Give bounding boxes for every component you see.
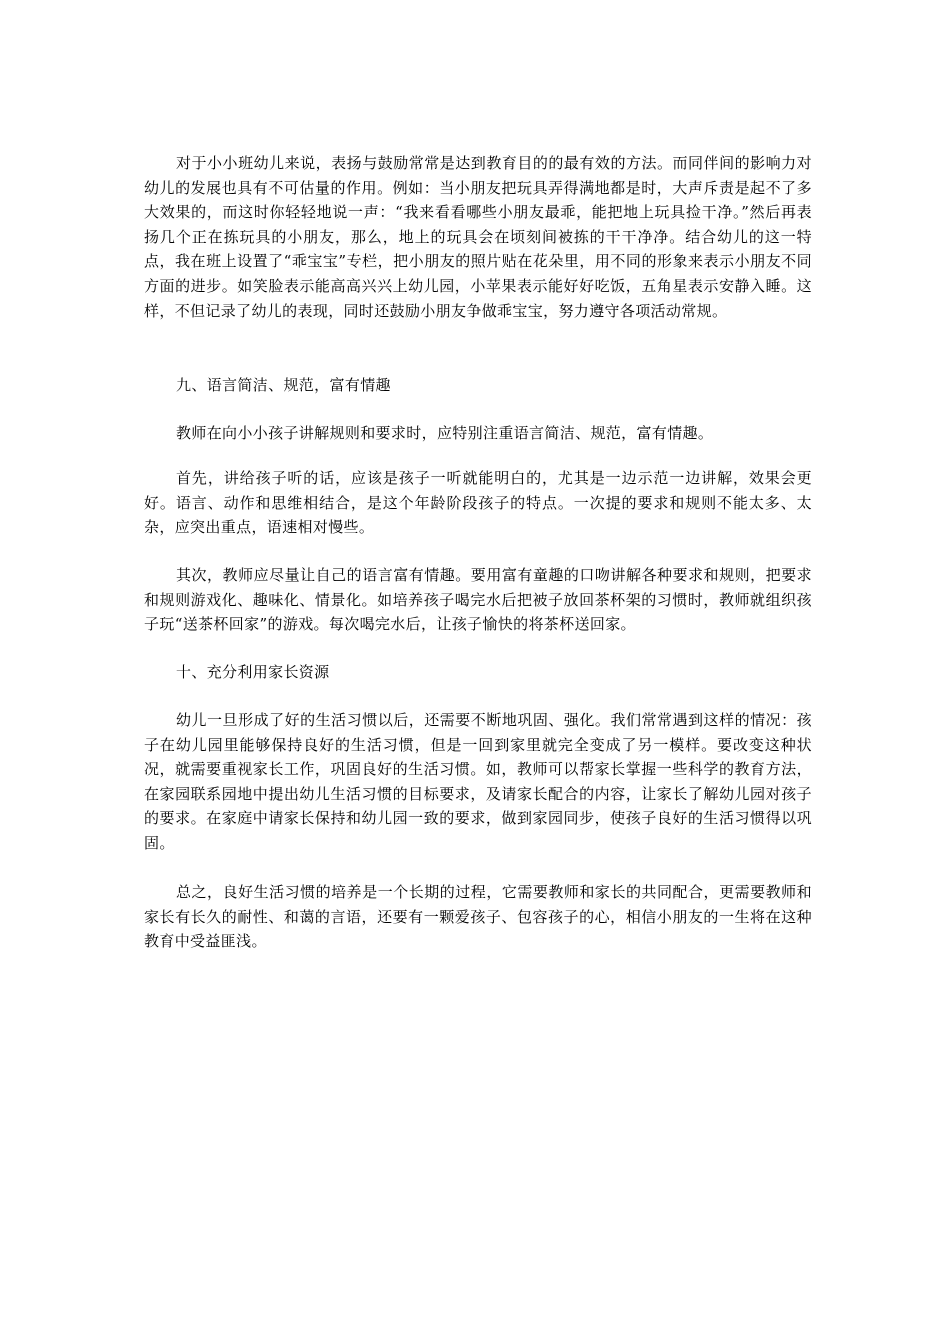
paragraph-language-first: 首先，讲给孩子听的话，应该是孩子一听就能明白的，尤其是一边示范一边讲解，效果会更好。语言、动作和思维相结合，是这个年龄阶段孩子的特点。一次提的要求和规则不能太多、太杂，应突出重点，语速相对慢些。 bbox=[144, 469, 812, 537]
paragraph-language-intro: 教师在向小小孩子讲解规则和要求时，应特别注重语言简洁、规范，富有情趣。 bbox=[176, 424, 714, 442]
paragraph-praise-encouragement: 对于小小班幼儿来说，表扬与鼓励常常是达到教育目的的最有效的方法。而同伴间的影响力对幼儿的发展也具有不可估量的作用。例如：当小朋友把玩具弄得满地都是时，大声斥责是起不了多大效果的，而这时你轻轻地说一声：“我来看看哪些小朋友最乖，能把地上玩具捡干净。”然后再表扬几个正在拣玩具的小朋友，那么，地上的玩具会在顷刻间被拣的干干净净。结合幼儿的这一特点，我在班上设置了“乖宝宝”专栏，把小朋友的照片贴在花朵里，用不同的形象来表示小朋友不同方面的进步。如笑脸表示能高高兴兴上幼儿园，小苹果表示能好好吃饭，五角星表示安静入睡。这样，不但记录了幼儿的表现，同时还鼓励小朋友争做乖宝宝，努力遵守各项活动常规。 bbox=[144, 154, 812, 320]
section-heading-10: 十、充分利用家长资源 bbox=[176, 663, 330, 681]
paragraph-language-second: 其次，教师应尽量让自己的语言富有情趣。要用富有童趣的口吻讲解各种要求和规则，把要求和规则游戏化、趣味化、情景化。如培养孩子喝完水后把被子放回茶杯架的习惯时，教师就组织孩子玩“送茶杯回家”的游戏。每次喝完水后，让孩子愉快的将茶杯送回家。 bbox=[144, 566, 812, 634]
section-heading-9: 九、语言简洁、规范，富有情趣 bbox=[176, 376, 391, 394]
paragraph-conclusion: 总之，良好生活习惯的培养是一个长期的过程，它需要教师和家长的共同配合，更需要教师和家长有长久的耐性、和蔼的言语，还要有一颗爱孩子、包容孩子的心，相信小朋友的一生将在这种教育中受益匪浅。 bbox=[144, 883, 812, 951]
paragraph-parent-resources: 幼儿一旦形成了好的生活习惯以后，还需要不断地巩固、强化。我们常常遇到这样的情况：孩子在幼儿园里能够保持良好的生活习惯，但是一回到家里就完全变成了另一模样。要改变这种状况，就需要重视家长工作，巩固良好的生活习惯。如，教师可以帮家长掌握一些科学的教育方法，在家园联系园地中提出幼儿生活习惯的目标要求，及请家长配合的内容，让家长了解幼儿园对孩子的要求。在家庭中请家长保持和幼儿园一致的要求，做到家园同步，使孩子良好的生活习惯得以巩固。 bbox=[144, 711, 812, 852]
